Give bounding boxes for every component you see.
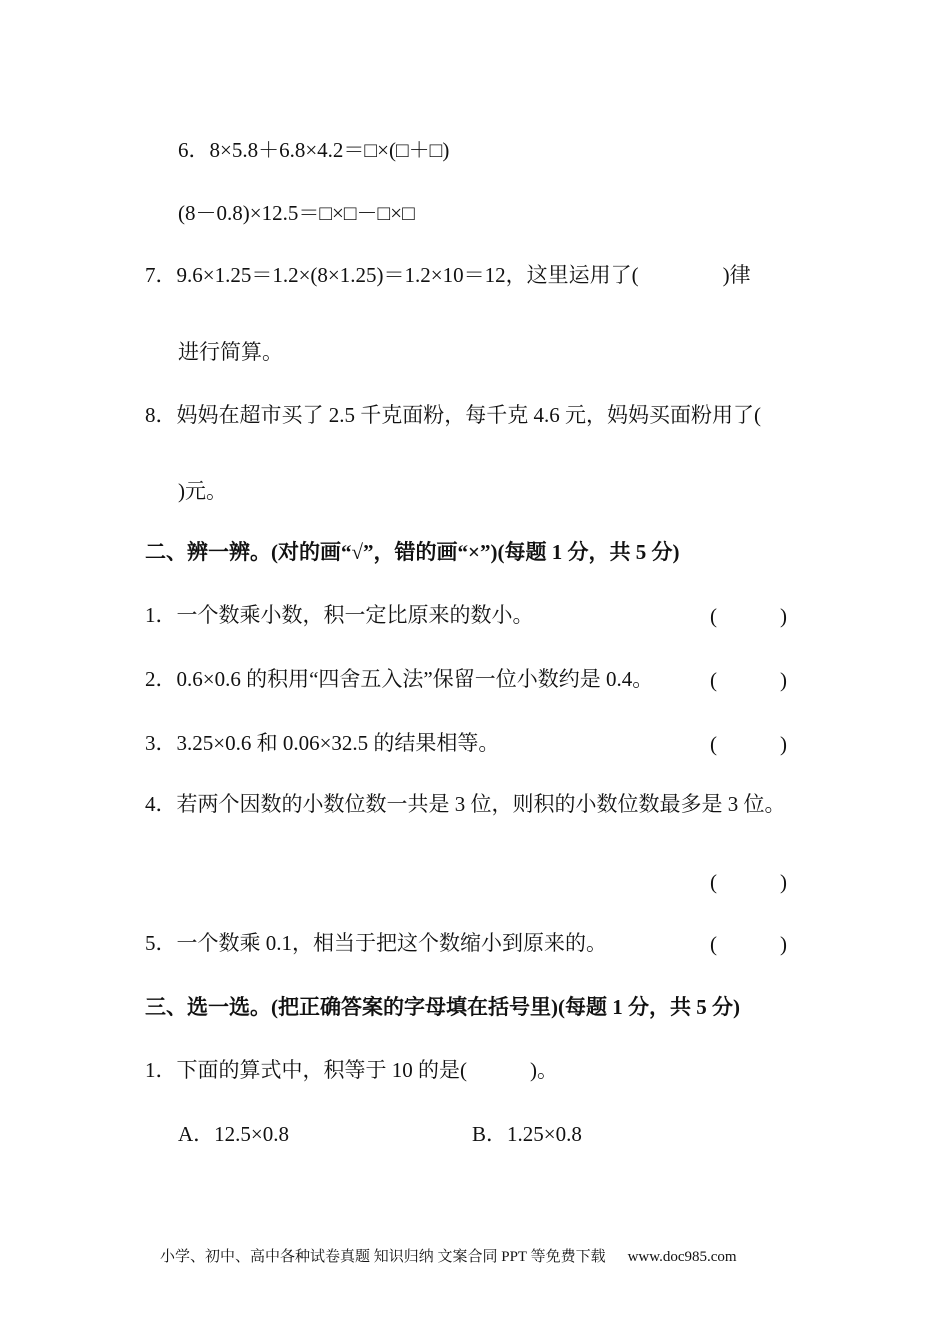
s2-answer-paren-1: ( ) — [710, 604, 787, 628]
section3-heading: 三、选一选。(把正确答案的字母填在括号里)(每题 1 分，共 5 分) — [145, 995, 740, 1019]
s2-answer-paren-2: ( ) — [710, 668, 787, 692]
s2-answer-paren-5: ( ) — [710, 932, 787, 956]
section2-heading: 二、辨一辨。(对的画“√”，错的画“×”)(每题 1 分，共 5 分) — [145, 540, 680, 564]
s2-item-2: 2．0.6×0.6 的积用“四舍五入法”保留一位小数约是 0.4。 — [145, 667, 654, 691]
s2-item-3: 3．3.25×0.6 和 0.06×32.5 的结果相等。 — [145, 731, 500, 755]
footer-site-link[interactable]: www.doc985.com — [627, 1249, 737, 1265]
q7-line-1: 7．9.6×1.25＝1.2×(8×1.25)＝1.2×10＝12，这里运用了( )律 — [145, 263, 751, 287]
q6-line-2: (8－0.8)×12.5＝□×□－□×□ — [178, 201, 415, 225]
q7-line-2: 进行简算。 — [178, 340, 283, 364]
s2-answer-paren-3: ( ) — [710, 732, 787, 756]
s3-option-a: A．12.5×0.8 — [178, 1122, 290, 1146]
s2-answer-paren-4: ( ) — [710, 870, 787, 894]
s2-item-5: 5．一个数乘 0.1，相当于把这个数缩小到原来的。 — [145, 931, 607, 955]
q6-line-1: 6．8×5.8＋6.8×4.2＝□×(□＋□) — [178, 138, 450, 162]
s2-item-4: 4．若两个因数的小数位数一共是 3 位，则积的小数位数最多是 3 位。 — [145, 792, 786, 816]
q8-line-2: )元。 — [178, 479, 227, 503]
page-footer — [160, 1245, 737, 1266]
s3-question-1: 1．下面的算式中，积等于 10 的是( )。 — [145, 1058, 558, 1082]
footer-text: 小学、初中、高中各种试卷真题 知识归纳 文案合同 PPT 等免费下载 — [160, 1249, 606, 1265]
s2-item-1: 1．一个数乘小数，积一定比原来的数小。 — [145, 603, 534, 627]
s3-option-b: B．1.25×0.8 — [472, 1122, 582, 1146]
q8-line-1: 8．妈妈在超市买了 2.5 千克面粉，每千克 4.6 元，妈妈买面粉用了( — [145, 403, 761, 427]
